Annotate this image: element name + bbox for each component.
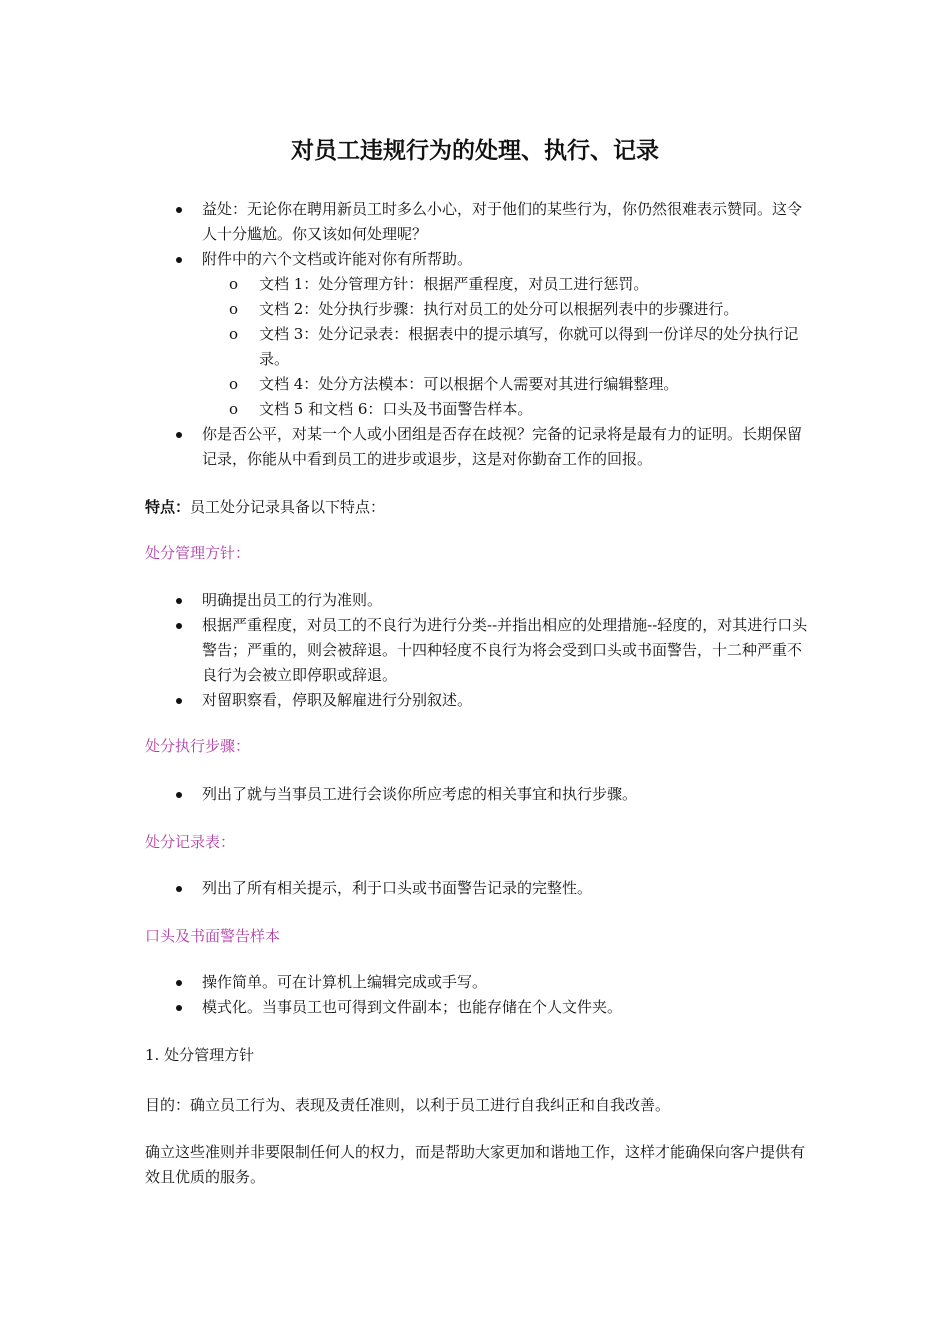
sub-list-item: o 文档 5 和文档 6：口头及书面警告样本。 [202,397,815,422]
list-item: 明确提出员工的行为准则。 [145,588,815,613]
features-line [145,495,815,520]
bullet-icon [176,792,182,798]
list-item: 你是否公平，对某一个人或小团组是否存在歧视？完备的记录将是最有力的证明。长期保留记录，你能从中看到员工的进步或退步，这是对你勤奋工作的回报。 [145,422,815,472]
circle-bullet-icon: o [229,400,239,418]
document-sub-list [202,272,815,422]
features-label: 特点： [145,498,191,516]
bullet-icon [176,598,182,604]
intro-list [145,197,815,472]
section-list-container [145,782,815,807]
list-item: 模式化。当事员工也可得到文件副本；也能存储在个人文件夹。 [145,995,815,1020]
section-heading: 处分管理方针： [145,544,251,562]
circle-bullet-icon: o [229,375,239,393]
list-item: 根据严重程度，对员工的不良行为进行分类--并指出相应的处理措施--轻度的，对其进行口头警告；严重的，则会被辞退。十四种轻度不良行为将会受到口头或书面警告，十二种严重不良行为会被立即停职或辞退。 [145,613,815,688]
list-item: 操作简单。可在计算机上编辑完成或手写。 [145,970,815,995]
purpose-paragraph: 目的：确立员工行为、表现及责任准则，以利于员工进行自我纠正和自我改善。 [145,1096,671,1114]
sub-list-item: o 文档 2：处分执行步骤：执行对员工的处分可以根据列表中的步骤进行。 [202,297,815,322]
intro-section [145,197,815,472]
section-list-container [145,588,815,713]
bullet-icon [176,623,182,629]
section-list-container [145,970,815,1020]
list-item: 列出了就与当事员工进行会谈你所应考虑的相关事宜和执行步骤。 [145,782,815,807]
policy-heading: 1. 处分管理方针 [145,1046,255,1064]
list-item: 附件中的六个文档或许能对你有所帮助。 o 文档 1：处分管理方针：根据严重程度，对员工进行惩罚。 o 文档 2：处分执行步骤：执行对员工的处分可以根据列表中的步骤进行。 o 文档 3：处分记录表：根据表中的提示填写，你就可以得到一份详尽的处分执行记录。 o 文档 4：处分方法模本：可以根据个人需要对其进行编辑整理。 o 文档 5 和文档 6：口头及书面警告样本。 [145,247,815,422]
circle-bullet-icon: o [229,275,239,293]
bullet-icon [176,432,182,438]
document-title: 对员工违规行为的处理、执行、记录 [291,137,659,164]
list-item: 对留职察看，停职及解雇进行分别叙述。 [145,688,815,713]
bullet-icon [176,1005,182,1011]
sub-list-item: o 文档 1：处分管理方针：根据严重程度，对员工进行惩罚。 [202,272,815,297]
section-heading: 处分记录表： [145,833,236,851]
list-item: 益处：无论你在聘用新员工时多么小心，对于他们的某些行为，你仍然很难表示赞同。这令人十分尴尬。你又该如何处理呢？ [145,197,815,247]
sub-list-item: o 文档 3：处分记录表：根据表中的提示填写，你就可以得到一份详尽的处分执行记录。 [202,322,815,372]
list-item: 列出了所有相关提示，利于口头或书面警告记录的完整性。 [145,876,815,901]
bullet-icon [176,980,182,986]
bullet-icon [176,257,182,263]
section-heading: 口头及书面警告样本 [145,927,281,945]
features-text: 员工处分记录具备以下特点： [190,498,386,516]
section-list-container [145,876,815,901]
section-list [145,588,815,713]
closing-paragraph: 确立这些准则并非要限制任何人的权力，而是帮助大家更加和谐地工作，这样才能确保向客户提供有效且优质的服务。 [145,1143,806,1186]
circle-bullet-icon: o [229,300,239,318]
sub-list-item: o 文档 4：处分方法模本：可以根据个人需要对其进行编辑整理。 [202,372,815,397]
section-list [145,876,815,901]
circle-bullet-icon: o [229,325,239,343]
section-list [145,970,815,1020]
bullet-icon [176,207,182,213]
section-heading: 处分执行步骤： [145,737,251,755]
bullet-icon [176,698,182,704]
section-list [145,782,815,807]
bullet-icon [176,886,182,892]
